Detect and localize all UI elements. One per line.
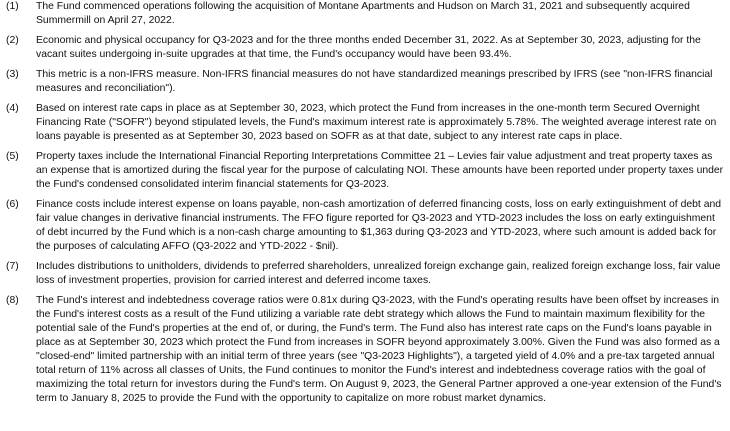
footnote-text: Based on interest rate caps in place as at September 30, 2023, which protect the Fund from increases in the one-month term Secured Overnight Financing Rate ("SOFR") beyond stipulated levels, the Fund's maximum interest rate is approximately 5.78%. The weighted average interest rate on loans payable is presented as at September 30, 2023 based on SOFR as at that date, subject to any interest rate caps in place. (36, 103, 717, 142)
footnote-text: Economic and physical occupancy for Q3-2023 and for the three months ended December 31, 2022. As at September 30, 2023, adjusting for the vacant suites undergoing in-suite upgrades at that time, the Fund's occupancy would have been 93.4%. (36, 35, 701, 60)
footnote-6 (6, 198, 726, 254)
footnote-number: (5) (6, 151, 19, 162)
footnote-text: Property taxes include the International Financial Reporting Interpretations Committee 21 – Levies fair value adjustment and treat property taxes as an expense that is amortized during the fiscal year for the purpose of calculating NOI. These amounts have been reported under property taxes under the Fund's condensed consolidated interim financial statements for Q3-2023. (36, 151, 724, 190)
footnote-text: This metric is a non-IFRS measure. Non-IFRS financial measures do not have standardized meanings prescribed by IFRS (see "non-IFRS financial measures and reconciliation"). (36, 69, 713, 94)
footnote-text: Includes distributions to unitholders, dividends to preferred shareholders, unrealized foreign exchange gain, realized foreign exchange loss, fair value loss of investment properties, provision for carried interest and deferred income taxes. (36, 261, 721, 286)
footnote-1 (6, 0, 726, 28)
footnote-number: (8) (6, 295, 19, 306)
footnote-number: (6) (6, 199, 19, 210)
footnote-number: (3) (6, 69, 19, 80)
footnote-text: The Fund commenced operations following the acquisition of Montane Apartments and Hudson on March 31, 2021 and subsequently acquired Summermill on April 27, 2022. (36, 1, 690, 26)
footnote-7 (6, 260, 726, 288)
footnote-number: (1) (6, 1, 19, 12)
footnote-8 (6, 294, 726, 406)
footnote-text: The Fund's interest and indebtedness coverage ratios were 0.81x during Q3-2023, with the Fund's operating results have been offset by increases in the Fund's interest costs as a result of the Fund utilizing a variable rate debt strategy which allows the Fund to maintain maximum flexibility for the potential sale of the Fund's properties at the end of, or during, the Fund's term. The Fund also has interest rate caps on the Fund's loans payable in place as at September 30, 2023 which protect the Fund from increases in SOFR beyond approximately 3.00%. Given the Fund was also formed as a "closed-end" limited partnership with an initial term of three years (see "Q3-2023 Highlights"), a targeted yield of 4.0% and a pre-tax targeted annual total return of 11% across all classes of Units, the Fund continues to monitor the Fund's interest and indebtedness coverage ratios with the goal of maximizing the total return for investors during the Fund's term. On August 9, 2023, the General Partner approved a one-year extension of the Fund's term to January 8, 2025 to provide the Fund with the opportunity to capitalize on more robust market dynamics. (36, 295, 722, 404)
footnote-number: (2) (6, 35, 19, 46)
footnote-5 (6, 150, 726, 192)
footnote-2 (6, 34, 726, 62)
footnote-4 (6, 102, 726, 144)
footnote-3 (6, 68, 726, 96)
footnote-number: (7) (6, 261, 19, 272)
footnote-number: (4) (6, 103, 19, 114)
footnote-text: Finance costs include interest expense on loans payable, non-cash amortization of deferred financing costs, loss on early extinguishment of debt and fair value changes in derivative financial instruments. The FFO figure reported for Q3-2023 and YTD-2023 includes the loss on early extinguishment of debt incurred by the Fund which is a non-cash charge amounting to $1,363 during Q3-2023 and YTD-2023, where such amount is added back for the purposes of calculating AFFO (Q3-2022 and YTD-2022 - $nil). (36, 199, 722, 252)
